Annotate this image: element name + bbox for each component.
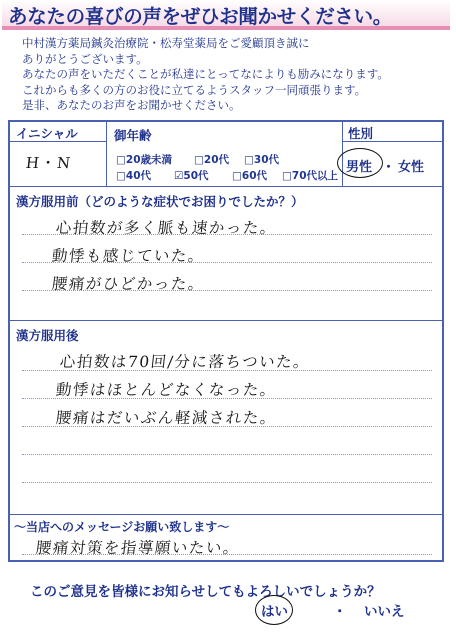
intro-text xyxy=(22,36,442,114)
intro-line: これからも多くの方のお役に立てるようスタッフ一同頑張ります。 xyxy=(22,82,367,97)
divider xyxy=(106,122,107,186)
age-option[interactable]: □20代 xyxy=(194,154,230,166)
survey-form xyxy=(8,120,444,562)
after-label: 漢方服用後 xyxy=(16,328,79,343)
ruled-line xyxy=(22,454,432,455)
intro-line: あなたの声をいただくことが私達にとってなによりも励みになります。 xyxy=(22,67,389,81)
before-answer-line[interactable]: 腰痛がひどかった。 xyxy=(50,275,206,293)
intro-line: 中村漢方薬局鍼灸治療院・松寿堂薬局をご愛顧頂き誠に xyxy=(22,36,310,50)
consent-separator: ・ xyxy=(333,604,347,620)
intro-line: 是非、あなたのお声をお聞かせください。 xyxy=(22,98,241,112)
gender-label: 性別 xyxy=(348,126,374,141)
age-option[interactable]: □20歳未満 xyxy=(116,154,173,166)
gender-male-option[interactable]: 男性 xyxy=(346,160,373,175)
title-band xyxy=(2,0,450,30)
gender-separator: ・ xyxy=(382,160,396,175)
divider xyxy=(10,186,442,187)
age-option[interactable]: □40代 xyxy=(116,170,152,182)
age-option[interactable]: □70代以上 xyxy=(282,170,339,182)
divider xyxy=(10,514,442,515)
age-label: 御年齢 xyxy=(114,128,152,143)
ruled-line xyxy=(22,482,432,483)
after-answer-line[interactable]: 腰痛はだいぶん軽減された。 xyxy=(54,409,278,427)
consent-question: このご意見を皆様にお知らせしてもよろしいでしょうか？ xyxy=(30,584,381,600)
before-answer-line[interactable]: 動悸も感じていた。 xyxy=(50,247,206,265)
message-answer[interactable]: 腰痛対策を指導願いたい。 xyxy=(34,539,241,557)
age-option[interactable]: □30代 xyxy=(244,154,280,166)
page-title: あなたの喜びの声をぜひお聞かせください。 xyxy=(8,5,393,28)
selected-consent-circle xyxy=(255,595,293,625)
before-label: 漢方服用前（どのような症状でお困りでしたか？） xyxy=(16,194,304,209)
age-option[interactable]: □60代 xyxy=(232,170,268,182)
gender-female-option[interactable]: 女性 xyxy=(398,160,425,175)
before-answer-line[interactable]: 心拍数が多く脈も速かった。 xyxy=(54,219,278,237)
initials-label: イニシャル xyxy=(16,126,78,141)
consent-no-option[interactable]: いいえ xyxy=(364,604,405,620)
initials-value[interactable]: H・N xyxy=(25,154,73,172)
after-answer-line[interactable]: 心拍数は70回/分に落ちついた。 xyxy=(58,353,312,371)
divider xyxy=(10,320,442,321)
selected-gender-circle xyxy=(337,148,383,178)
message-label: ～当店へのメッセージお願い致します～ xyxy=(14,520,230,534)
age-option-selected[interactable]: ☑50代 xyxy=(174,170,209,182)
consent-yes-option[interactable]: はい xyxy=(261,604,288,620)
after-answer-line[interactable]: 動悸はほとんどなくなった。 xyxy=(54,381,278,399)
intro-line: ありがとうございます。 xyxy=(22,51,148,66)
